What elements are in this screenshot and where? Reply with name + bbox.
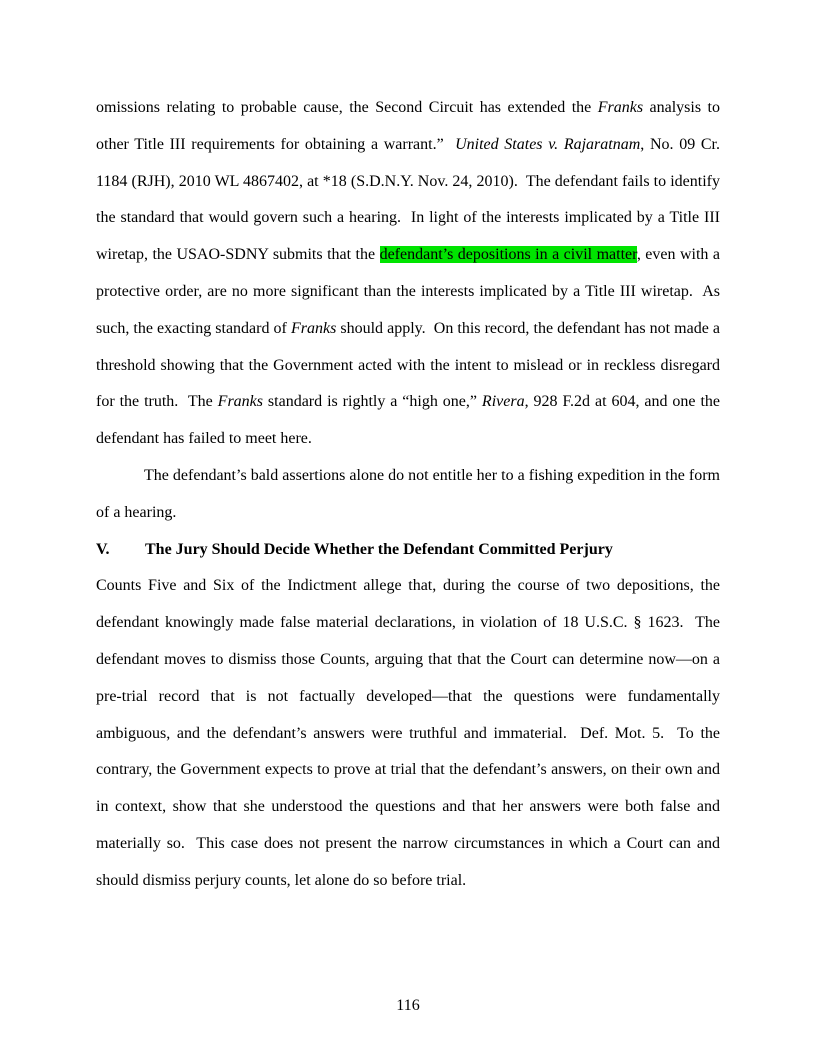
paragraph	[96, 568, 720, 899]
body-text: Counts Five and Six of the Indictment allege that, during the course of two depositions, the defendant knowingly made false material declarations, in violation of 18 U.S.C. § 1623. The defendant moves to dismiss those Counts, arguing that that the Court can determine now—on a pre-trial record that is not factually developed—that the questions were fundamentally ambiguous, and the defendant’s answers were truthful and immaterial. Def. Mot. 5. To the contrary, the Government expects to prove at trial that the defendant’s answers, on their own and in context, show that she understood the questions and that her answers were both false and materially so. This case does not present the narrow circumstances in which a Court can and should dismiss perjury counts, let alone do so before trial.	[96, 577, 720, 889]
document-body	[96, 90, 720, 900]
body-text: , even with a protective order, are no more significant than the interests implicated by a Title III wiretap. As such, the exacting standard of	[96, 246, 720, 337]
body-text: , 928 F.2d at 604, and one the defendant has failed to meet here.	[96, 393, 721, 448]
highlighted-text: defendant’s depositions in a civil matter	[379, 246, 637, 264]
paragraph	[96, 458, 720, 532]
page-number: 116	[396, 997, 420, 1014]
body-text: , No. 09 Cr. 1184 (RJH), 2010 WL 4867402, at *18 (S.D.N.Y. Nov. 24, 2010). The defendant fails to identify the standard that would govern such a hearing. In light of the interests implicated by a Title III wiretap, the USAO-SDNY submits that the	[96, 135, 720, 264]
body-text: should apply. On this record, the defendant has not made a threshold showing that the Government acted with the intent to mislead or in reckless disregard for the truth. The	[96, 319, 721, 411]
italic-case-citation: Franks	[597, 99, 644, 116]
body-text: standard is rightly a “high one,”	[263, 393, 482, 411]
italic-case-citation: United States v. Rajaratnam	[455, 135, 641, 153]
section-heading-text: The Jury Should Decide Whether the Defendant Committed Perjury	[145, 540, 613, 558]
italic-case-citation: Franks	[290, 319, 337, 337]
body-text: omissions relating to probable cause, the Second Circuit has extended the	[96, 99, 598, 116]
body-text: The defendant’s bald assertions alone do not entitle her to a fishing expedition in the form of a hearing.	[96, 466, 720, 521]
section-heading-number: V.	[96, 540, 110, 558]
body-text: analysis to other Title III requirements for obtaining a warrant.”	[96, 99, 720, 153]
section-heading	[96, 532, 720, 569]
italic-case-citation: Rivera	[481, 393, 525, 411]
paragraph	[96, 90, 720, 458]
italic-case-citation: Franks	[217, 393, 263, 411]
